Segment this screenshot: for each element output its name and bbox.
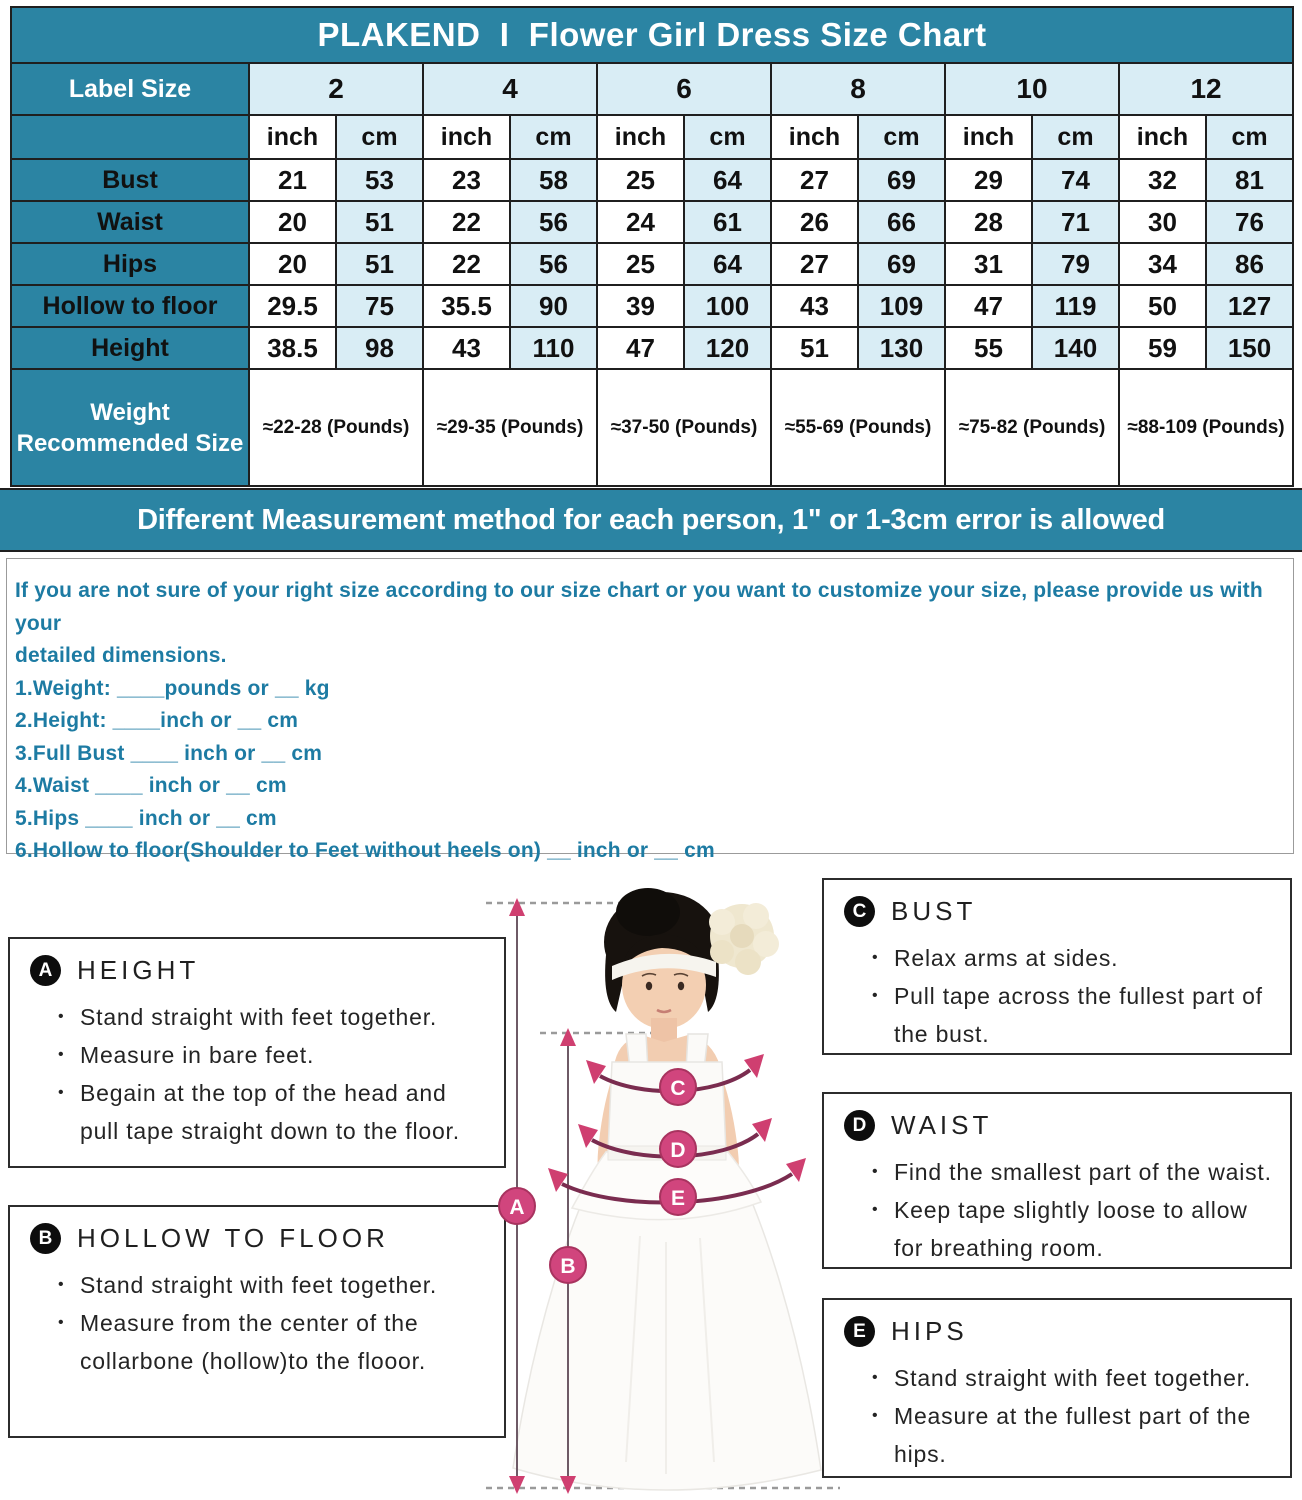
guide-title-hollow: HOLLOW TO FLOOR [77, 1223, 389, 1253]
value-cell: 79 [1032, 243, 1119, 285]
value-cell: 61 [684, 201, 771, 243]
label-size-row [11, 63, 1293, 115]
guide-bullets [866, 939, 1276, 1053]
row-label: Hollow to floor [11, 285, 249, 327]
value-cell: 28 [945, 201, 1032, 243]
unit-inch: inch [1119, 115, 1206, 159]
weight-cell: ≈55-69 (Pounds) [771, 369, 945, 486]
measurement-figure [455, 880, 855, 1498]
letter-b-badge: B [30, 1223, 61, 1254]
value-cell: 50 [1119, 285, 1206, 327]
hips-tape-left-arrow-icon [548, 1168, 568, 1192]
value-cell: 21 [249, 159, 336, 201]
value-cell: 86 [1206, 243, 1293, 285]
value-cell: 43 [423, 327, 510, 369]
value-cell: 25 [597, 243, 684, 285]
value-cell: 56 [510, 201, 597, 243]
value-cell: 64 [684, 243, 771, 285]
size-header: 12 [1119, 63, 1293, 115]
value-cell: 51 [336, 243, 423, 285]
title-row [11, 7, 1293, 63]
marker-b-label: B [560, 1255, 576, 1278]
value-cell: 75 [336, 285, 423, 327]
value-cell: 38.5 [249, 327, 336, 369]
label-size-header: Label Size [11, 63, 249, 115]
unit-cm: cm [510, 115, 597, 159]
value-cell: 31 [945, 243, 1032, 285]
guide-bullet: • Stand straight with feet together. [52, 998, 490, 1036]
hips-tape-right-arrow-icon [786, 1158, 806, 1182]
row-waist [11, 201, 1293, 243]
guide-bullet: • Keep tape slightly loose to allow for breathing room. [866, 1191, 1276, 1267]
value-cell: 22 [423, 243, 510, 285]
unit-cm: cm [1206, 115, 1293, 159]
value-cell: 20 [249, 201, 336, 243]
value-cell: 22 [423, 201, 510, 243]
value-cell: 51 [336, 201, 423, 243]
value-cell: 34 [1119, 243, 1206, 285]
size-header: 6 [597, 63, 771, 115]
note-item-bust: 3.Full Bust ____ inch or __ cm [15, 741, 323, 765]
size-header: 10 [945, 63, 1119, 115]
value-cell: 55 [945, 327, 1032, 369]
guide-bullets [866, 1153, 1276, 1267]
row-hips [11, 243, 1293, 285]
size-chart-table [10, 6, 1294, 487]
unit-cm: cm [336, 115, 423, 159]
value-cell: 66 [858, 201, 945, 243]
value-cell: 140 [1032, 327, 1119, 369]
value-cell: 30 [1119, 201, 1206, 243]
row-label: Height [11, 327, 249, 369]
value-cell: 69 [858, 159, 945, 201]
note-item-weight: 1.Weight: ____pounds or __ kg [15, 676, 330, 700]
guide-bullet: • Stand straight with feet together. [866, 1359, 1276, 1397]
height-guide-box [8, 937, 506, 1168]
value-cell: 69 [858, 243, 945, 285]
row-height [11, 327, 1293, 369]
unit-inch: inch [249, 115, 336, 159]
value-cell: 39 [597, 285, 684, 327]
weight-row-label [11, 369, 249, 486]
value-cell: 71 [1032, 201, 1119, 243]
guide-heading [844, 1316, 1276, 1347]
guide-heading [844, 896, 1276, 927]
marker-e-label: E [670, 1187, 686, 1210]
value-cell: 25 [597, 159, 684, 201]
letter-d-badge: D [844, 1110, 875, 1141]
value-cell: 90 [510, 285, 597, 327]
unit-cm: cm [858, 115, 945, 159]
value-cell: 110 [510, 327, 597, 369]
guide-title-waist: WAIST [891, 1110, 993, 1140]
unit-inch: inch [597, 115, 684, 159]
guide-bullets [866, 1359, 1276, 1473]
value-cell: 47 [945, 285, 1032, 327]
marker-c-label: C [670, 1077, 686, 1100]
marker-d-label: D [670, 1139, 686, 1162]
waist-guide-box [822, 1092, 1292, 1269]
guide-title-hips: HIPS [891, 1316, 968, 1346]
row-label: Hips [11, 243, 249, 285]
height-arrow-up-icon [509, 898, 525, 916]
guide-bullet: • Stand straight with feet together. [52, 1266, 490, 1304]
unit-inch: inch [945, 115, 1032, 159]
value-cell: 35.5 [423, 285, 510, 327]
value-cell: 76 [1206, 201, 1293, 243]
value-cell: 24 [597, 201, 684, 243]
bust-tape-left-arrow-icon [586, 1060, 606, 1084]
note-item-waist: 4.Waist ____ inch or __ cm [15, 774, 287, 797]
guide-heading [30, 955, 490, 986]
value-cell: 58 [510, 159, 597, 201]
value-cell: 27 [771, 159, 858, 201]
hollow-arrow-up-icon [560, 1028, 576, 1046]
row-label: Waist [11, 201, 249, 243]
weight-cell: ≈29-35 (Pounds) [423, 369, 597, 486]
guide-bullet: • Begain at the top of the head and pull tape straight down to the floor. [52, 1074, 490, 1150]
guide-bullet: • Relax arms at sides. [866, 939, 1276, 977]
waist-tape-left-arrow-icon [578, 1124, 598, 1148]
weight-cell: ≈88-109 (Pounds) [1119, 369, 1293, 486]
row-hollow-to-floor [11, 285, 1293, 327]
value-cell: 56 [510, 243, 597, 285]
value-cell: 150 [1206, 327, 1293, 369]
hips-guide-box [822, 1298, 1292, 1478]
guide-heading [30, 1223, 490, 1254]
page-title: PLAKEND I Flower Girl Dress Size Chart [11, 7, 1293, 63]
size-header: 4 [423, 63, 597, 115]
value-cell: 74 [1032, 159, 1119, 201]
value-cell: 43 [771, 285, 858, 327]
note-item-height: 2.Height: ____inch or __ cm [15, 709, 299, 732]
weight-label-line2: Recommended Size [16, 429, 244, 457]
guide-heading [844, 1110, 1276, 1141]
value-cell: 27 [771, 243, 858, 285]
size-header: 2 [249, 63, 423, 115]
value-cell: 53 [336, 159, 423, 201]
guide-bullet: • Measure from the center of the collarbone (hollow)to the flooor. [52, 1304, 490, 1380]
value-cell: 127 [1206, 285, 1293, 327]
guide-title-height: HEIGHT [77, 955, 200, 985]
value-cell: 81 [1206, 159, 1293, 201]
note-item-hollow: 6.Hollow to floor(Shoulder to Feet without heels on) __ inch or __ cm [15, 839, 715, 862]
row-bust [11, 159, 1293, 201]
unit-inch: inch [771, 115, 858, 159]
value-cell: 29 [945, 159, 1032, 201]
guide-bullet: • Pull tape across the fullest part of the bust. [866, 977, 1276, 1053]
units-row-spacer [11, 115, 249, 159]
weight-label-line1: Weight [90, 398, 170, 426]
value-cell: 59 [1119, 327, 1206, 369]
custom-size-note [6, 558, 1294, 862]
hollow-to-floor-guide-box [8, 1205, 506, 1438]
value-cell: 64 [684, 159, 771, 201]
unit-inch: inch [423, 115, 510, 159]
measurement-guide-section [0, 860, 1302, 1500]
weight-cell: ≈22-28 (Pounds) [249, 369, 423, 486]
letter-c-badge: C [844, 896, 875, 927]
height-arrow-down-icon [509, 1476, 525, 1494]
guide-bullet: • Measure in bare feet. [52, 1036, 490, 1074]
guide-bullet: • Find the smallest part of the waist. [866, 1153, 1276, 1191]
units-row [11, 115, 1293, 159]
note-intro-line1: If you are not sure of your right size according to our size chart or you want to customize your size, please provide us with your [15, 579, 1263, 635]
value-cell: 109 [858, 285, 945, 327]
unit-cm: cm [1032, 115, 1119, 159]
letter-a-badge: A [30, 955, 61, 986]
note-item-hips: 5.Hips ____ inch or __ cm [15, 806, 277, 830]
value-cell: 120 [684, 327, 771, 369]
bust-guide-box [822, 878, 1292, 1055]
value-cell: 32 [1119, 159, 1206, 201]
value-cell: 51 [771, 327, 858, 369]
weight-cell: ≈37-50 (Pounds) [597, 369, 771, 486]
tolerance-banner: Different Measurement method for each person, 1" or 1-3cm error is allowed [0, 488, 1302, 552]
value-cell: 98 [336, 327, 423, 369]
note-intro-line2: detailed dimensions. [15, 644, 227, 667]
unit-cm: cm [684, 115, 771, 159]
size-header: 8 [771, 63, 945, 115]
value-cell: 26 [771, 201, 858, 243]
hollow-arrow-down-icon [560, 1476, 576, 1494]
value-cell: 23 [423, 159, 510, 201]
value-cell: 130 [858, 327, 945, 369]
value-cell: 47 [597, 327, 684, 369]
value-cell: 100 [684, 285, 771, 327]
value-cell: 119 [1032, 285, 1119, 327]
weight-cell: ≈75-82 (Pounds) [945, 369, 1119, 486]
letter-e-badge: E [844, 1316, 875, 1347]
guide-title-bust: BUST [891, 896, 977, 926]
guide-bullets [52, 1266, 490, 1380]
row-weight-recommended [11, 369, 1293, 486]
value-cell: 20 [249, 243, 336, 285]
guide-bullets [52, 998, 490, 1150]
guide-bullet: • Measure at the fullest part of the hips. [866, 1397, 1276, 1473]
value-cell: 29.5 [249, 285, 336, 327]
row-label: Bust [11, 159, 249, 201]
marker-a-label: A [509, 1196, 525, 1219]
